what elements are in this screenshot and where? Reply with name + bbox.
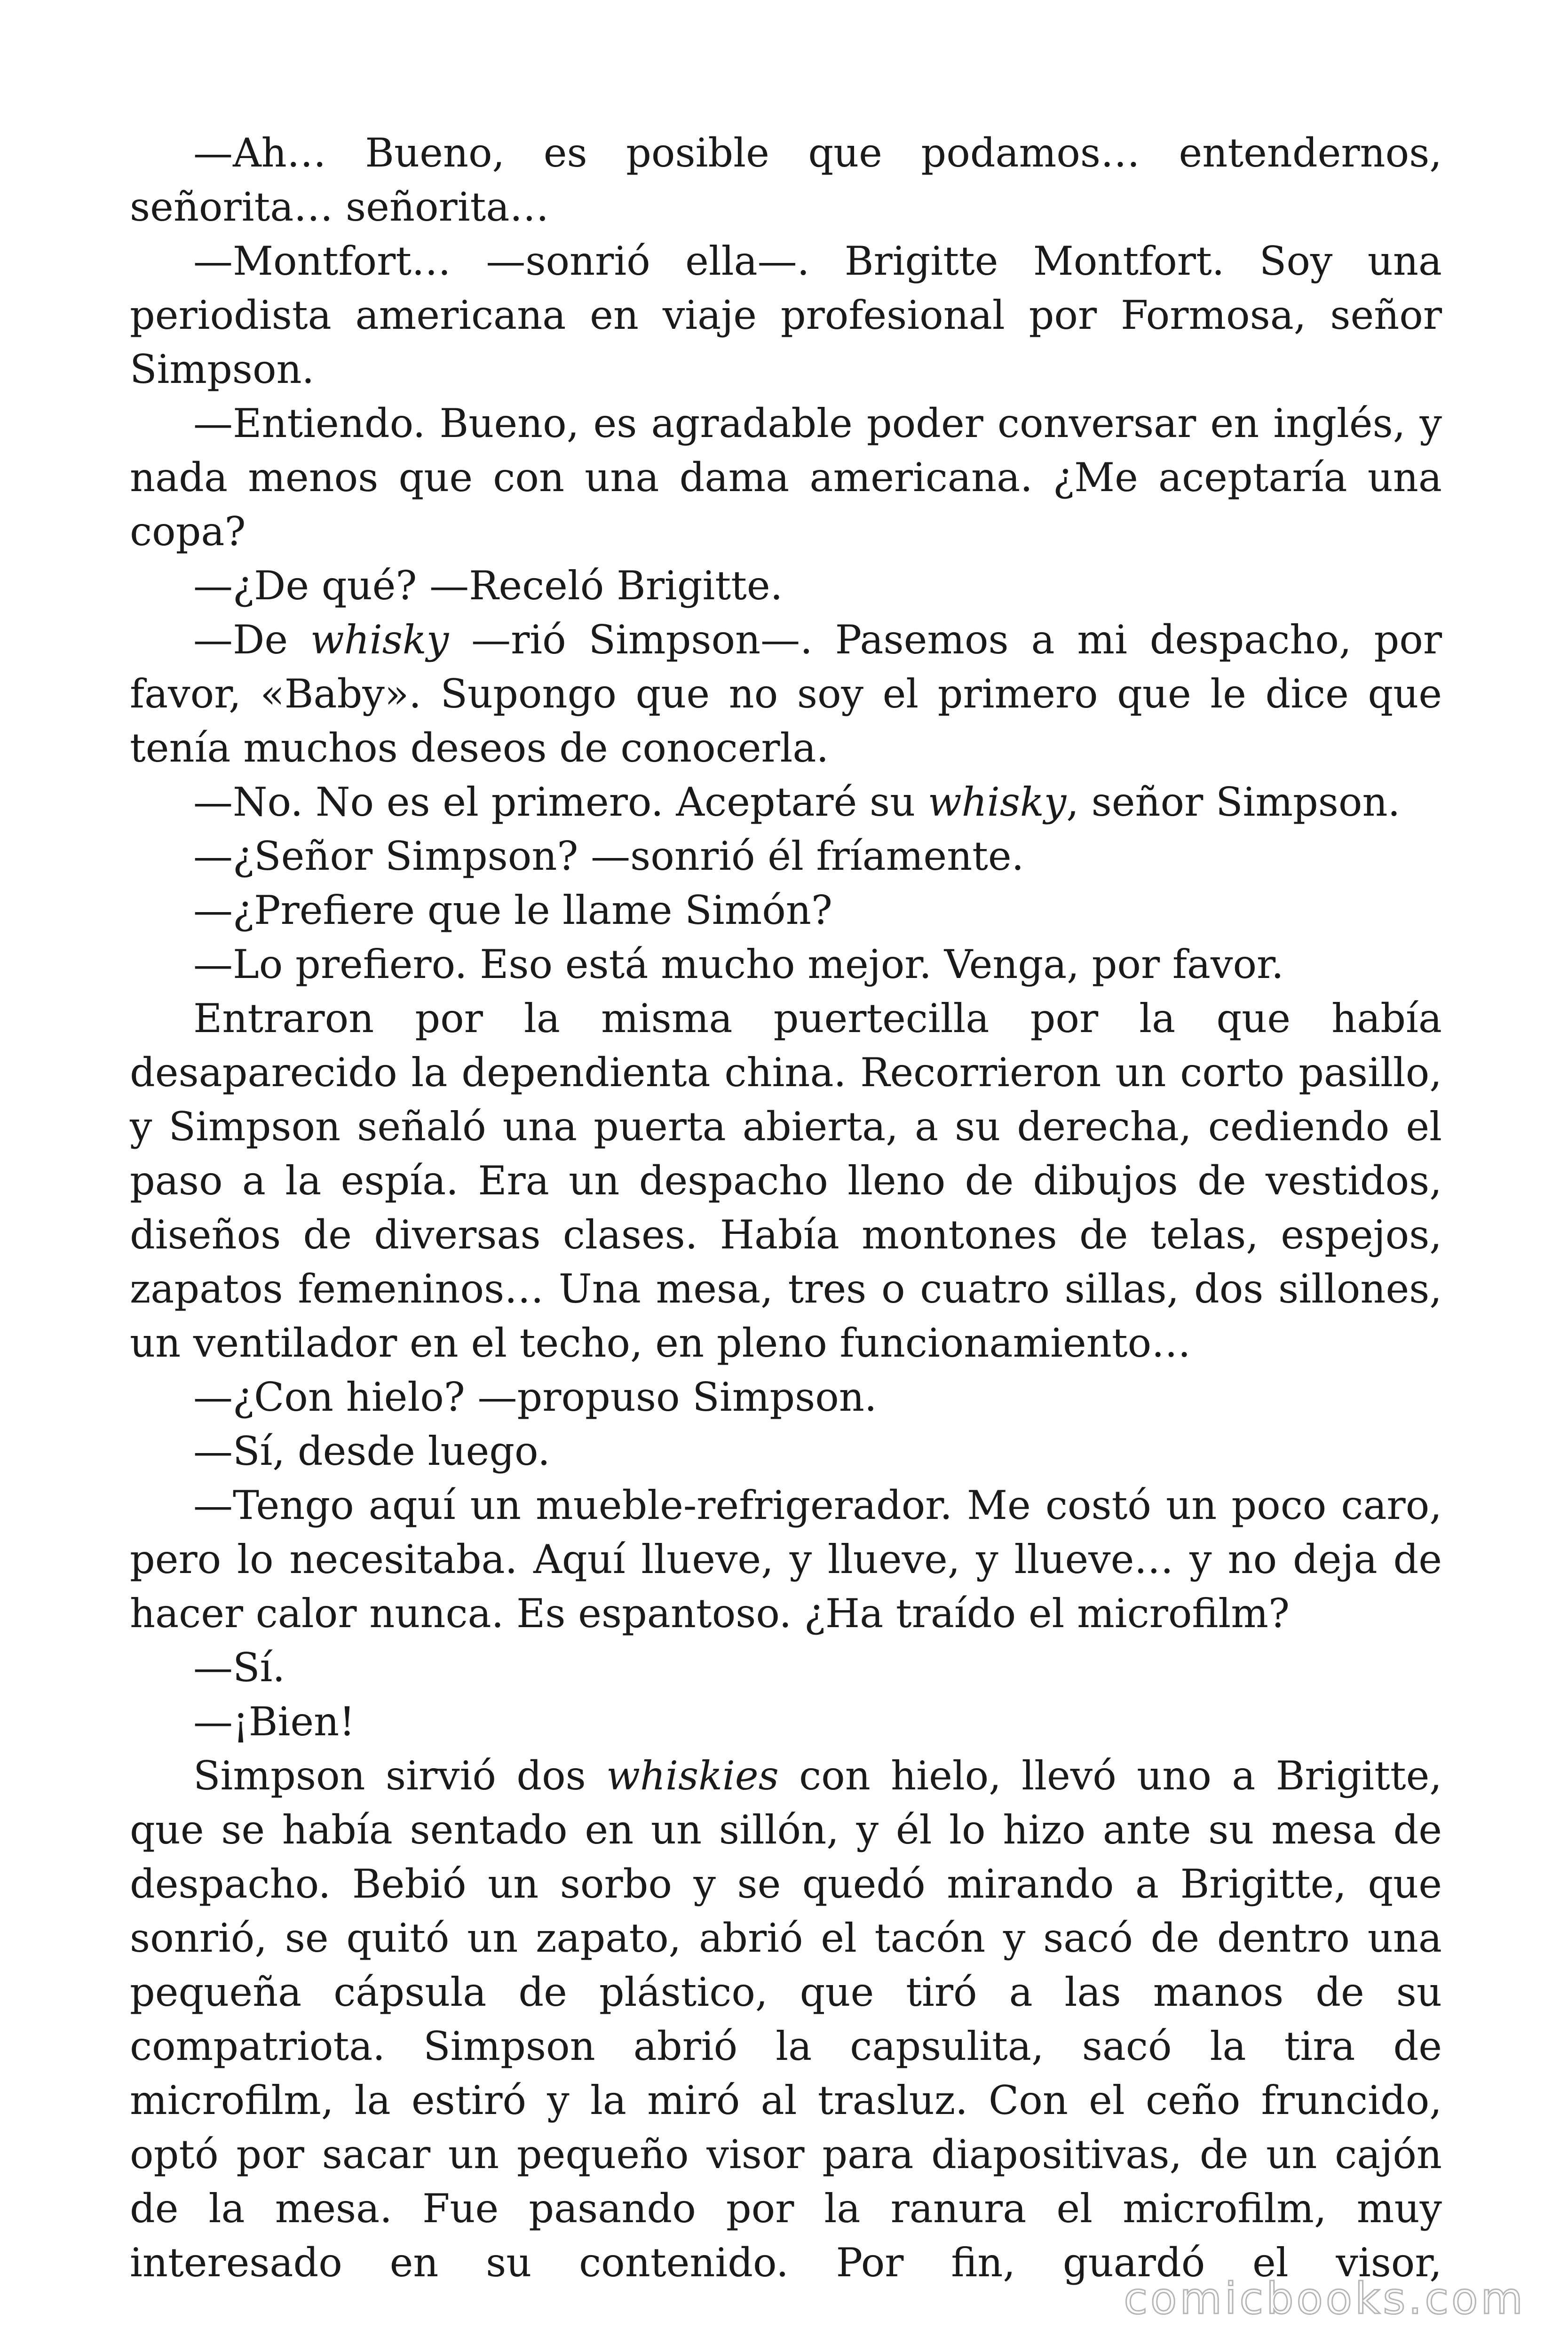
watermark: comicbooks.com (1124, 2273, 1526, 2324)
text-run: Simpson sirvió dos (193, 1753, 607, 1799)
paragraph (130, 1424, 1442, 1478)
italic-run: whisky (310, 617, 449, 663)
paragraph (130, 829, 1442, 883)
text-run: —Tengo aquí un mueble-refrigerador. Me costó un poco caro, pero lo necesitaba. Aquí llueve, y llueve, y llueve… y no deja de hacer calor nunca. Es espantoso. ¿Ha traído el microfilm? (130, 1482, 1442, 1637)
text-run: —Entiendo. Bueno, es agradable poder conversar en inglés, y nada menos que con una dama americana. ¿Me aceptaría una copa? (130, 400, 1442, 555)
text-run: —¡Bien! (193, 1699, 355, 1745)
paragraph (130, 992, 1442, 1370)
text-run: —¿Prefiere que le llame Simón? (193, 887, 832, 933)
paragraph (130, 126, 1442, 234)
paragraph (130, 938, 1442, 992)
text-run: con hielo, llevó uno a Brigitte, que se había sentado en un sillón, y él lo hizo ante su mesa de despacho. Bebió un sorbo y se quedó mirando a Brigitte, que sonrió, se quitó un zapato, abrió el tacón y sacó de dentro una pequeña cápsula de plástico, que tiró a las manos de su compatriota. Simpson abrió la capsulita, sacó la tira de microfilm, la estiró y la miró al trasluz. Con el ceño fruncido, optó por sacar un pequeño visor para diapositivas, de un cajón de la mesa. Fue pasando por la ranura el microfilm, muy interesado en su contenido. Por fin, guardó el visor, (130, 1753, 1442, 2286)
italic-run: whiskies (606, 1753, 779, 1799)
paragraph (130, 1695, 1442, 1749)
paragraph (130, 559, 1442, 613)
paragraph (130, 883, 1442, 938)
page-body (130, 126, 1442, 2290)
paragraph (130, 1749, 1442, 2290)
paragraph (130, 397, 1442, 559)
text-run: —¿Con hielo? —propuso Simpson. (193, 1374, 877, 1420)
text-run: —Sí, desde luego. (193, 1428, 550, 1474)
paragraph (130, 613, 1442, 775)
text-run: —¿Señor Simpson? —sonrió él fríamente. (193, 833, 1024, 879)
italic-run: whisky (927, 779, 1067, 825)
text-run: —Ah… Bueno, es posible que podamos… entendernos, señorita… señorita… (130, 130, 1442, 230)
text-run: —De (193, 617, 310, 663)
paragraph (130, 1478, 1442, 1641)
text-run: —¿De qué? —Receló Brigitte. (193, 563, 783, 609)
text-run: , señor Simpson. (1066, 779, 1401, 825)
paragraph (130, 1641, 1442, 1695)
text-run: —No. No es el primero. Aceptaré su (193, 779, 928, 825)
text-run: —Sí. (193, 1645, 285, 1691)
text-run: —Lo prefiero. Eso está mucho mejor. Venga, por favor. (193, 941, 1284, 987)
paragraph (130, 234, 1442, 397)
text-run: —Montfort… —sonrió ella—. Brigitte Montfort. Soy una periodista americana en viaje profesional por Formosa, señor Simpson. (130, 238, 1442, 392)
paragraph (130, 775, 1442, 829)
text-run: Entraron por la misma puertecilla por la que había desaparecido la dependienta china. Recorrieron un corto pasillo, y Simpson señaló una puerta abierta, a su derecha, cediendo el paso a la espía. Era un despacho lleno de dibujos de vestidos, diseños de diversas clases. Había montones de telas, espejos, zapatos femeninos… Una mesa, tres o cuatro sillas, dos sillones, un ventilador en el techo, en pleno funcionamiento… (130, 995, 1442, 1366)
paragraph (130, 1370, 1442, 1424)
text-run: —rió Simpson—. Pasemos a mi despacho, por favor, «Baby». Supongo que no soy el primero que le dice que tenía muchos deseos de conocerla. (130, 617, 1442, 771)
